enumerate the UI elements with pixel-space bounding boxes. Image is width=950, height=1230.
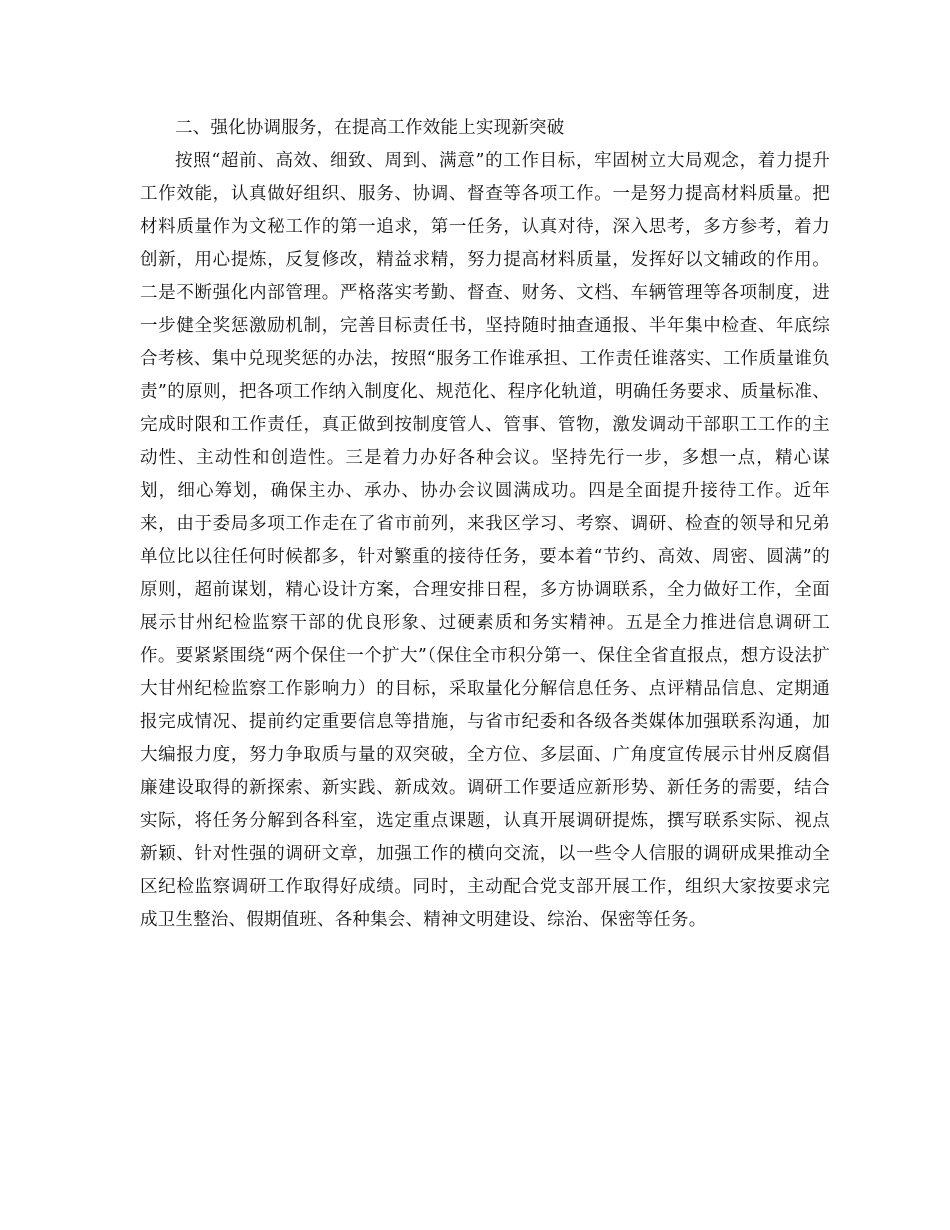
body-paragraph: 按照“超前、高效、细致、周到、满意”的工作目标，牢固树立大局观念，着力提升工作效能，认真做好组织、服务、协调、督查等各项工作。一是努力提高材料质量。把材料质量作为文秘工作的第一追求，第一任务，认真对待，深入思考，多方参考，着力创新，用心提炼，反复修改，精益求精，努力提高材料质量，发挥好以文辅政的作用。二是不断强化内部管理。严格落实考勤、督查、财务、文档、车辆管理等各项制度，进一步健全奖惩激励机制，完善目标责任书，坚持随时抽查通报、半年集中检查、年底综合考核、集中兑现奖惩的办法，按照“服务工作谁承担、工作责任谁落实、工作质量谁负责”的原则，把各项工作纳入制度化、规范化、程序化轨道，明确任务要求、质量标准、完成时限和工作责任，真正做到按制度管人、管事、管物，激发调动干部职工工作的主动性、主动性和创造性。三是着力办好各种会议。坚持先行一步，多想一点，精心谋划，细心筹划，确保主办、承办、协办会议圆满成功。四是全面提升接待工作。近年来，由于委局多项工作走在了省市前列，来我区学习、考察、调研、检查的领导和兄弟单位比以往任何时候都多，针对繁重的接待任务，要本着“节约、高效、周密、圆满”的原则，超前谋划，精心设计方案，合理安排日程，多方协调联系，全力做好工作，全面展示甘州纪检监察干部的优良形象、过硬素质和务实精神。五是全力推进信息调研工作。要紧紧围绕“两个保住一个扩大”（保住全市积分第一、保住全省直报点，想方设法扩大甘州纪检监察工作影响力）的目标，采取量化分解信息任务、点评精品信息、定期通报完成情况、提前约定重要信息等措施，与省市纪委和各级各类媒体加强联系沟通，加大编报力度，努力争取质与量的双突破，全方位、多层面、广角度宣传展示甘州反腐倡廉建设取得的新探索、新实践、新成效。调研工作要适应新形势、新任务的需要，结合实际，将任务分解到各科室，选定重点课题，认真开展调研提炼，撰写联系实际、视点新颖、针对性强的调研文章，加强工作的横向交流，以一些令人信服的调研成果推动全区纪检监察调研工作取得好成绩。同时，主动配合党支部开展工作，组织大家按要求完成卫生整治、假期值班、各种集会、精神文明建设、综治、保密等任务。 xyxy=(140,151,830,930)
document-content xyxy=(140,112,830,937)
section-heading: 二、强化协调服务，在提高工作效能上实现新突破 xyxy=(175,118,565,138)
